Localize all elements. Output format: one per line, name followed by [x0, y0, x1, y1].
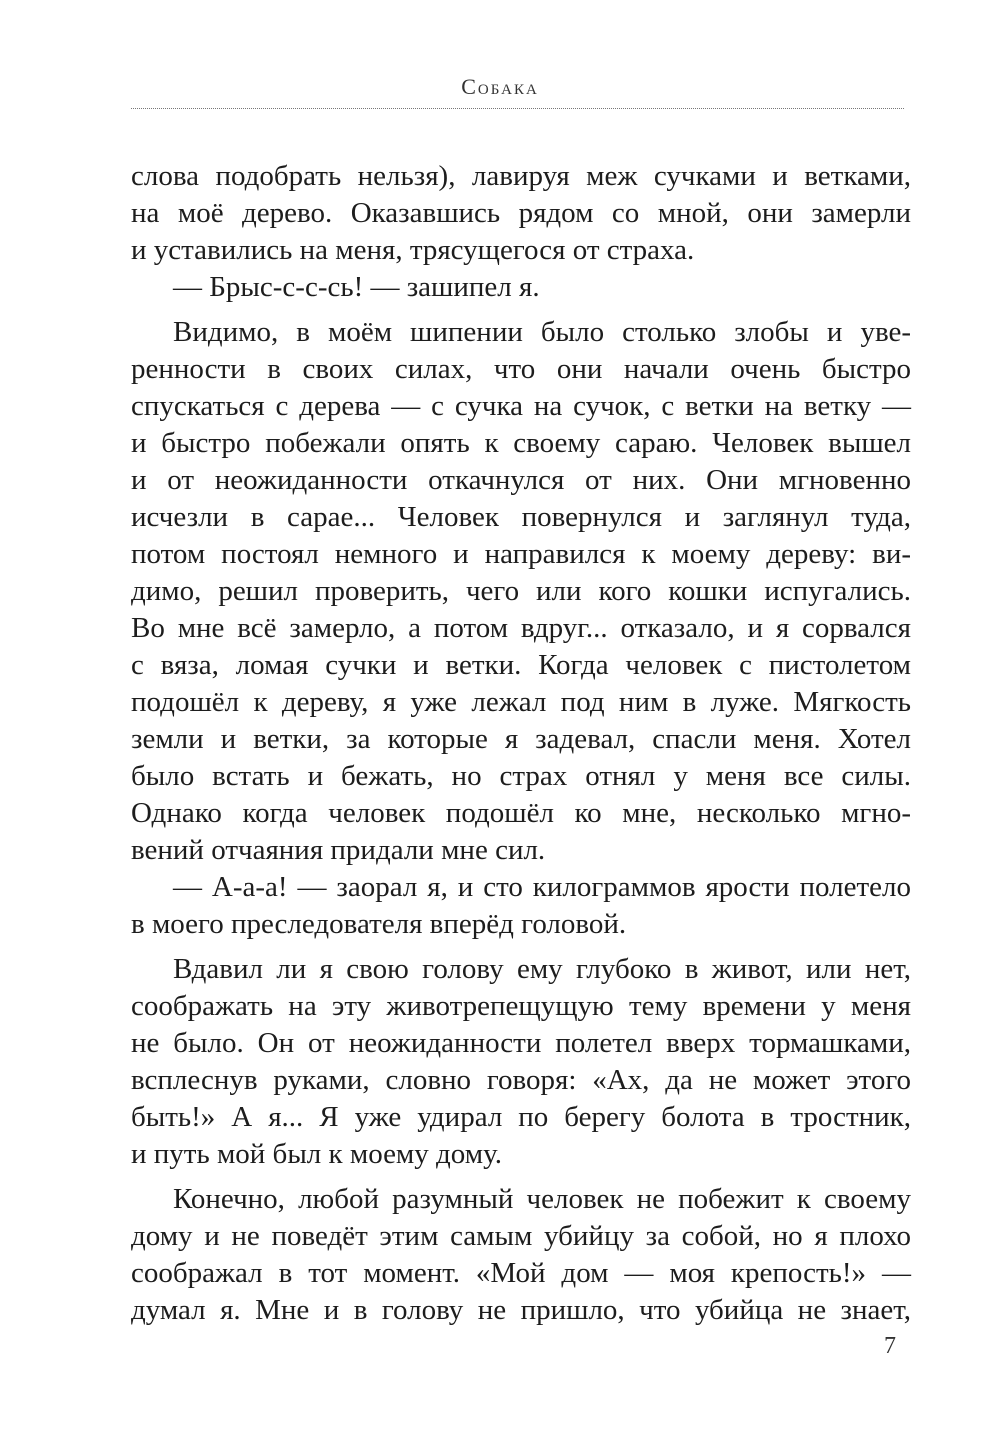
text-line: дому и не поведёт этим самым убийцу за собой, но я плохо — [131, 1220, 911, 1252]
text-line: димо, решил проверить, чего или кого кошки испугались. — [131, 575, 911, 607]
text-line: соображать на эту животрепещущую тему времени у меня — [131, 990, 911, 1022]
text-line: и уставились на меня, трясущегося от страха. — [131, 234, 695, 266]
text-line: спускаться с дерева — с сучка на сучок, с ветки на ветку — — [131, 390, 911, 422]
header-rule — [131, 108, 904, 109]
page-number: 7 — [884, 1333, 896, 1359]
text-line: думал я. Мне и в голову не пришло, что убийца не знает, — [131, 1294, 911, 1326]
text-line: Вдавил ли я свою голову ему глубоко в живот, или нет, — [173, 953, 911, 985]
text-line: подошёл к дереву, я уже лежал под ним в луже. Мягкость — [131, 686, 911, 718]
text-line: и от неожиданности откачнулся от них. Они мгновенно — [131, 464, 911, 496]
body-text — [131, 158, 911, 1329]
text-line: и путь мой был к моему дому. — [131, 1138, 502, 1170]
text-line: всплеснув руками, словно говоря: «Ах, да не может этого — [131, 1064, 911, 1096]
text-line: и быстро побежали опять к своему сараю. Человек вышел — [131, 427, 911, 459]
text-line: было встать и бежать, но страх отнял у меня все силы. — [131, 760, 911, 792]
text-line: ренности в своих силах, что они начали очень быстро — [131, 353, 911, 385]
text-line: с вяза, ломая сучки и ветки. Когда человек с пистолетом — [131, 649, 911, 681]
text-line: Видимо, в моём шипении было столько злобы и уве- — [173, 316, 911, 348]
text-line: потом постоял немного и направился к моему дереву: ви- — [131, 538, 911, 570]
text-line: — Брыс-с-с-сь! — зашипел я. — [173, 271, 540, 303]
text-line: не было. Он от неожиданности полетел вверх тормашками, — [131, 1027, 911, 1059]
text-line: на моё дерево. Оказавшись рядом со мной, они замерли — [131, 197, 911, 229]
text-line: — А-а-а! — заорал я, и сто килограммов ярости полетело — [173, 871, 911, 903]
text-line: Конечно, любой разумный человек не побежит к своему — [173, 1183, 911, 1215]
text-line: вений отчаяния придали мне сил. — [131, 834, 546, 866]
text-line: слова подобрать нельзя), лавируя меж сучками и ветками, — [131, 160, 911, 192]
text-line: исчезли в сарае... Человек повернулся и заглянул туда, — [131, 501, 911, 533]
running-title: Собака — [461, 74, 539, 99]
text-line: в моего преследователя вперёд головой. — [131, 908, 627, 940]
text-line: земли и ветки, за которые я задевал, спасли меня. Хотел — [131, 723, 911, 755]
text-line: соображал в тот момент. «Мой дом — моя крепость!» — — [131, 1257, 911, 1289]
text-line: быть!» А я... Я уже удирал по берегу болота в тростник, — [131, 1101, 911, 1133]
text-line: Однако когда человек подошёл ко мне, несколько мгно- — [131, 797, 911, 829]
text-line: Во мне всё замерло, а потом вдруг... отказало, и я сорвался — [131, 612, 911, 644]
